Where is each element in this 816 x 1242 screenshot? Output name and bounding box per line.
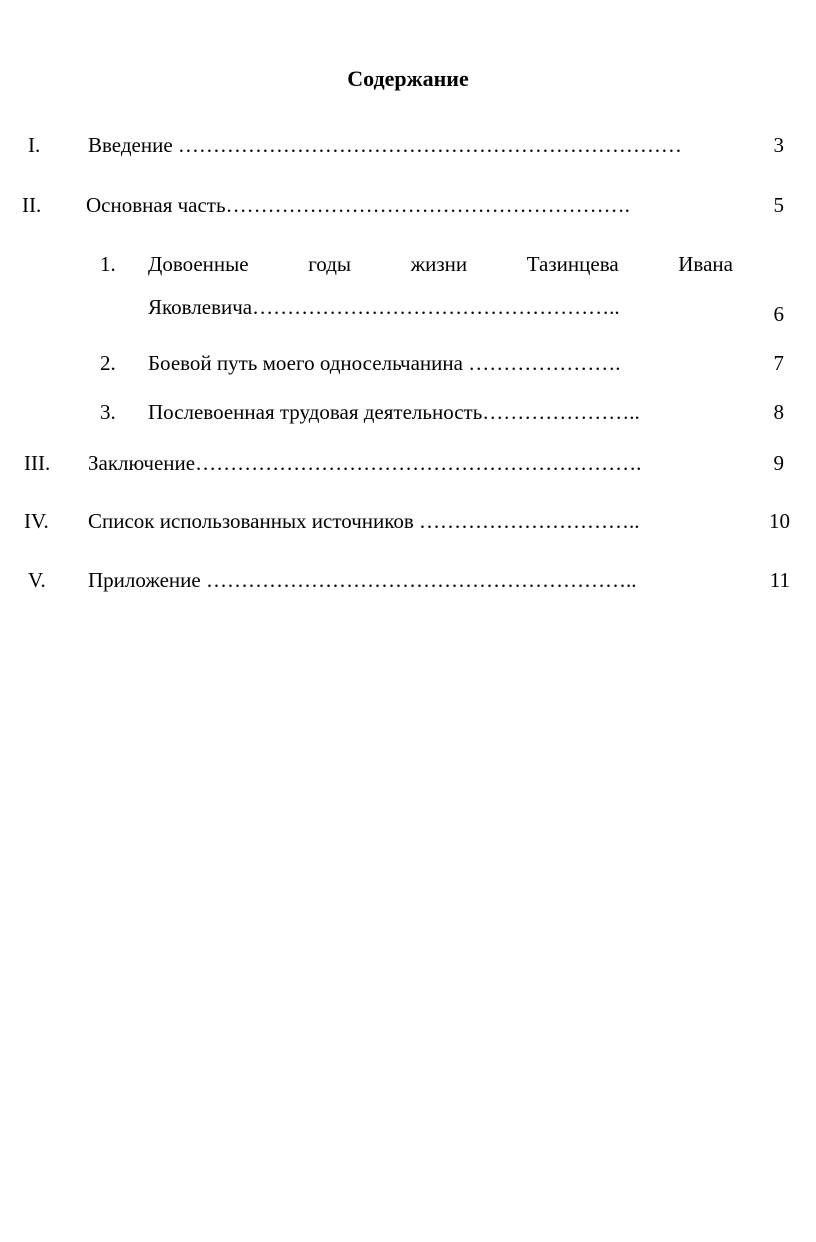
toc-subentry-title-line2: Яковлевича……………………………………………..	[148, 295, 620, 319]
toc-subentry-title-line1	[148, 250, 733, 278]
toc-subentry-title: Послевоенная трудовая деятельность…………………..	[148, 400, 640, 424]
toc-subentry-page: 6	[773, 302, 784, 326]
page-title: Содержание	[347, 66, 469, 91]
toc-entry-number: IV.	[24, 509, 49, 533]
title-word: Довоенные	[148, 252, 249, 276]
toc-entry-title: Заключение……………………………………………………….	[88, 451, 642, 475]
toc-entry-number: I.	[28, 133, 41, 157]
title-word: жизни	[410, 252, 468, 276]
toc-subentry-page: 8	[773, 400, 784, 424]
toc-entry-title: Основная часть………………………………………………….	[86, 193, 630, 217]
toc-entry-number: III.	[24, 451, 51, 475]
toc-entry-title: Список использованных источников …………………………..	[88, 509, 640, 533]
toc-entry-page: 5	[773, 193, 784, 217]
toc-subentry-number: 3.	[100, 400, 116, 424]
toc-entry-number: V.	[28, 568, 46, 592]
toc-entry-page: 3	[773, 133, 784, 157]
toc-subentry-number: 2.	[100, 351, 116, 375]
toc-subentry-number: 1.	[100, 252, 116, 276]
title-word: Тазинцева	[526, 252, 619, 276]
toc-entry-number: II.	[22, 193, 42, 217]
toc-entry-title: Введение ………………………………………………………………	[88, 133, 682, 157]
title-word: Ивана	[678, 252, 733, 276]
title-word: годы	[308, 252, 351, 276]
toc-entry-title: Приложение ……………………………………………………..	[88, 568, 637, 592]
toc-entry-page: 10	[769, 509, 790, 533]
toc-subentry-title: Боевой путь моего односельчанина ………………….	[148, 351, 621, 375]
toc-entry-page: 11	[769, 568, 790, 592]
toc-entry-page: 9	[773, 451, 784, 475]
toc-subentry-page: 7	[773, 351, 784, 375]
